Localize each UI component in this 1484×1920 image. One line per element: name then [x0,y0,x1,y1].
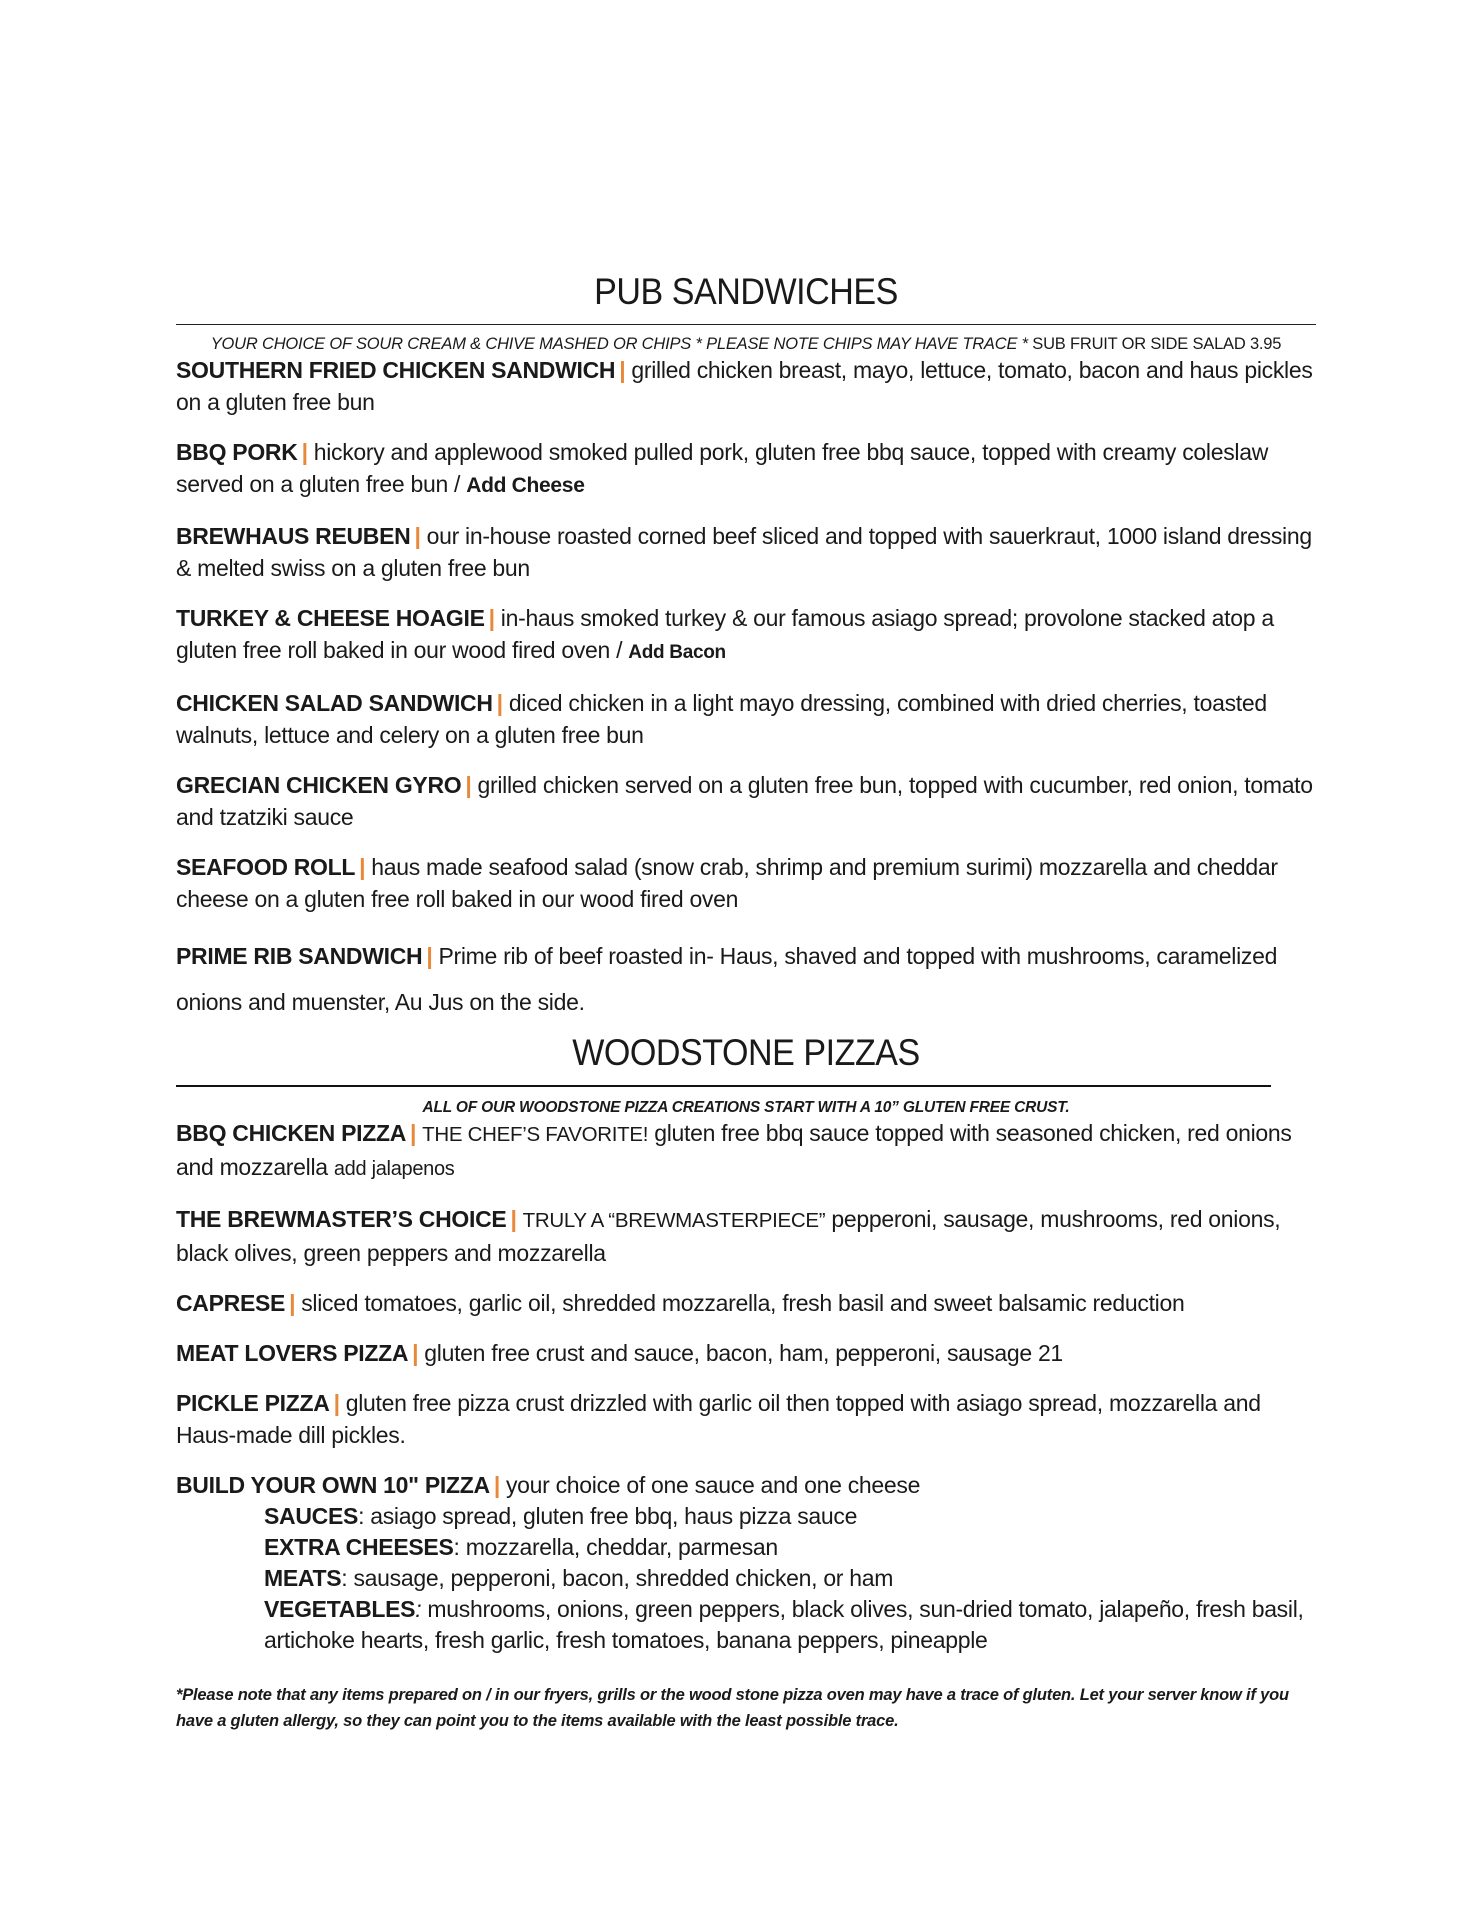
byo-label: VEGETABLES [264,1596,416,1622]
menu-item [176,933,1316,1025]
menu-item [176,1117,1316,1185]
byo-sauces [264,1501,1316,1532]
byo-label: EXTRA CHEESES [264,1534,454,1560]
section-divider [176,324,1316,325]
item-description: pepperoni, sausage, mushrooms, red onions, black olives, green peppers and mozzarella [176,1206,1281,1266]
item-name: PICKLE PIZZA [176,1390,330,1416]
menu-item [176,687,1316,751]
separator-bar: | [510,1206,517,1232]
item-description: diced chicken in a light mayo dressing, combined with dried cherries, toasted walnuts, lettuce and celery on a gluten free bun [176,690,1267,748]
item-name: THE BREWMASTER’S CHOICE [176,1206,507,1232]
byo-colon: : [415,1596,422,1622]
item-description: grilled chicken breast, mayo, lettuce, tomato, bacon and haus pickles on a gluten free bun [176,357,1313,415]
item-tagline: TRULY A “BREWMASTERPIECE” [522,1209,826,1232]
item-description: gluten free bbq sauce topped with seasoned chicken, red onions and mozzarella [176,1120,1292,1180]
menu-item [176,1287,1316,1319]
separator-bar: | [488,605,495,631]
item-description: your choice of one sauce and one cheese [505,1472,921,1498]
sides-note-italic: YOUR CHOICE OF SOUR CREAM & CHIVE MASHED OR CHIPS * PLEASE NOTE CHIPS MAY HAVE TRACE * [210,335,1028,353]
menu-item [176,520,1316,584]
byo-values: mushrooms, onions, green peppers, black olives, sun-dried tomato, jalapeño, fresh basil, artichoke hearts, fresh garlic, fresh tomatoes, banana peppers, pineapple [264,1596,1304,1653]
separator-bar: | [410,1120,417,1146]
menu-page [176,270,1316,1751]
separator-bar: | [465,772,472,798]
item-description: gluten free crust and sauce, bacon, ham, pepperoni, sausage [424,1340,1038,1366]
menu-item [176,436,1316,502]
item-description: grilled chicken served on a gluten free bun, topped with cucumber, red onion, tomato and tzatziki sauce [176,772,1313,830]
separator-bar: | [289,1290,296,1316]
menu-item [176,602,1316,669]
menu-item [176,1387,1316,1451]
separator-bar: | [301,439,308,465]
item-price: 21 [1037,1340,1063,1366]
separator-bar: | [493,1472,500,1498]
byo-vegetables [264,1594,1316,1656]
separator-bar: | [359,854,366,880]
byo-label: MEATS [264,1565,342,1591]
sides-note [176,335,1316,354]
separator-bar: | [412,1340,419,1366]
item-description: our in-house roasted corned beef sliced and topped with sauerkraut, 1000 island dressing & melted swiss on a gluten free bun [176,523,1312,581]
byo-values: : sausage, pepperoni, bacon, shredded chicken, or ham [341,1565,894,1591]
menu-item [176,1337,1316,1369]
item-name: MEAT LOVERS PIZZA [176,1340,409,1366]
item-description: hickory and applewood smoked pulled pork, gluten free bbq sauce, topped with creamy coleslaw served on a gluten free bun / [176,439,1269,497]
separator-bar: | [426,943,433,969]
item-addon: Add Cheese [466,474,585,497]
separator-bar: | [333,1390,340,1416]
item-name: PRIME RIB SANDWICH [176,943,423,969]
item-description: haus made seafood salad (snow crab, shrimp and premium surimi) mozzarella and cheddar cheese on a gluten free roll baked in our wood fired oven [176,854,1278,912]
separator-bar: | [619,357,626,383]
section-divider [176,1085,1271,1087]
item-name: BBQ CHICKEN PIZZA [176,1120,407,1146]
item-description: sliced tomatoes, garlic oil, shredded mozzarella, fresh basil and sweet balsamic reduction [301,1290,1185,1316]
menu-item [176,1203,1316,1269]
item-name: GRECIAN CHICKEN GYRO [176,772,462,798]
section-title-woodstone-pizzas: WOODSTONE PIZZAS [572,1032,920,1073]
item-name: CHICKEN SALAD SANDWICH [176,690,493,716]
item-name: BBQ PORK [176,439,298,465]
item-description: gluten free pizza crust drizzled with garlic oil then topped with asiago spread, mozzarella and Haus-made dill pickles. [176,1390,1261,1448]
crust-note: ALL OF OUR WOODSTONE PIZZA CREATIONS START WITH A 10” GLUTEN FREE CRUST. [422,1099,1070,1116]
byo-meats [264,1563,1316,1594]
item-name: BREWHAUS REUBEN [176,523,411,549]
item-description: Prime rib of beef roasted in- Haus, shaved and topped with mushrooms, caramelized onions and muenster, Au Jus on the side. [176,943,1278,1015]
byo-cheeses [264,1532,1316,1563]
item-addon: Add Bacon [628,642,726,663]
item-description: in-haus smoked turkey & our famous asiago spread; provolone stacked atop a gluten free roll baked in our wood fired oven / [176,605,1274,663]
build-your-own-options [264,1501,1316,1656]
menu-item [176,354,1316,418]
item-tagline: THE CHEF’S FAVORITE! [422,1123,649,1146]
byo-values: : asiago spread, gluten free bbq, haus pizza sauce [358,1503,858,1529]
item-name: BUILD YOUR OWN 10" PIZZA [176,1472,490,1498]
item-addon: add jalapenos [333,1158,455,1180]
gluten-disclaimer: *Please note that any items prepared on / in our fryers, grills or the wood stone pizza oven may have a trace of gluten. Let your server know if you have a gluten allergy, so they can point you to the items available with the least possible trace. [176,1686,1289,1730]
byo-values: : mozzarella, cheddar, parmesan [453,1534,778,1560]
sides-note-sub: SUB FRUIT OR SIDE SALAD 3.95 [1027,335,1282,353]
menu-item [176,1469,1316,1501]
item-name: SEAFOOD ROLL [176,854,356,880]
menu-item [176,851,1316,915]
separator-bar: | [496,690,503,716]
byo-label: SAUCES [264,1503,359,1529]
menu-item [176,769,1316,833]
item-name: CAPRESE [176,1290,286,1316]
item-name: SOUTHERN FRIED CHICKEN SANDWICH [176,357,616,383]
section-title-pub-sandwiches: PUB SANDWICHES [594,271,898,312]
separator-bar: | [414,523,421,549]
item-name: TURKEY & CHEESE HOAGIE [176,605,485,631]
